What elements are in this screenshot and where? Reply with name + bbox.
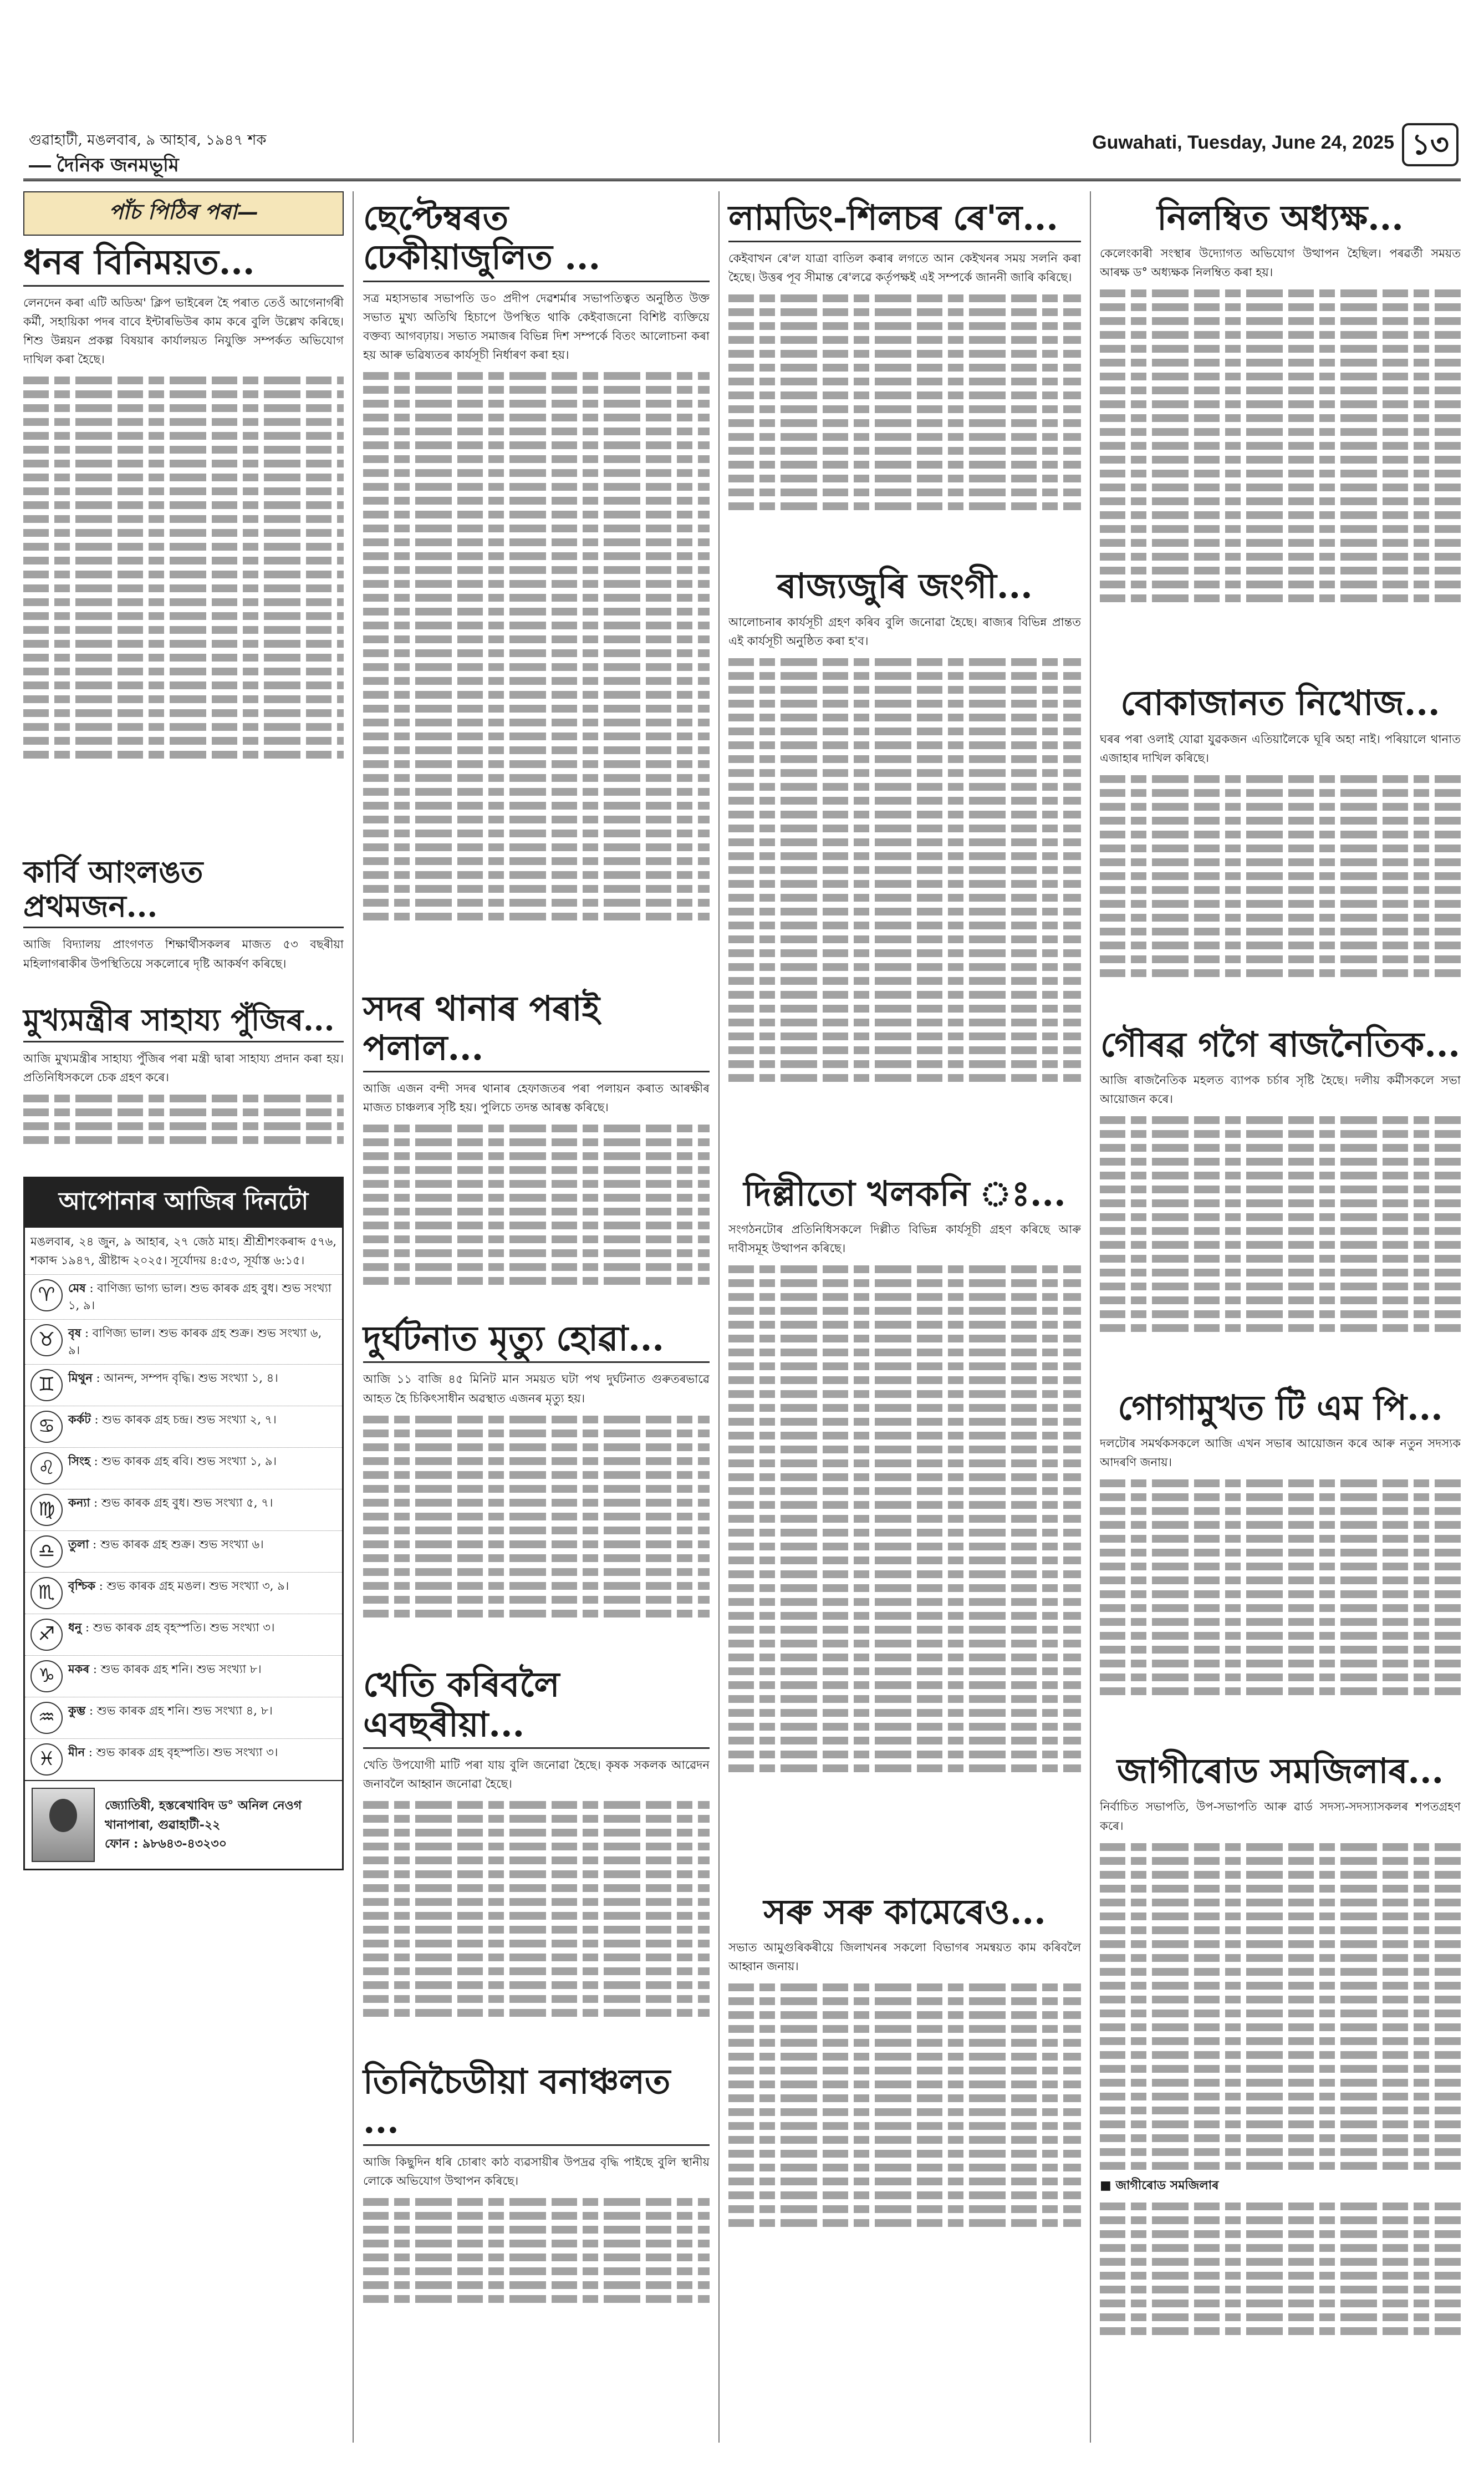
sign-text: শুভ কাৰক গ্ৰহ মঙল। শুভ সংখ্যা ৩, ৯।: [106, 1579, 289, 1593]
sign-name: বৃশ্চিক: [68, 1578, 96, 1593]
article-text: নিৰ্বাচিত সভাপতি, উপ-সভাপতি আৰু ৱাৰ্ড সদস্য-সদস্যাসকলৰ শপতগ্ৰহণ কৰে।: [1100, 1800, 1461, 1833]
horoscope-box: [23, 1177, 344, 1870]
horoscope-sign: ♒ কুম্ভ : শুভ কাৰক গ্ৰহ শনি। শুভ সংখ্যা ৪, ৮।: [25, 1697, 342, 1738]
zodiac-icon: ♋: [30, 1411, 63, 1443]
zodiac-icon: ♐: [30, 1619, 63, 1651]
sign-name: তুলা: [68, 1537, 89, 1551]
column-4: [1100, 191, 1461, 2407]
zodiac-icon: ♓: [30, 1743, 63, 1776]
sign-text: বাণিজ্য ভাল। শুভ কাৰক গ্ৰহ শুক্ৰ। শুভ সংখ্যা ৬, ৯।: [68, 1326, 322, 1357]
zodiac-icon: ♌: [30, 1452, 63, 1484]
article-body: [363, 289, 710, 982]
headline: ৰাজ্যজুৰি জংগী...: [777, 566, 1033, 607]
article-body: [1100, 1797, 1461, 2407]
headline: সদৰ থানাৰ পৰাই পলাল...: [363, 989, 710, 1073]
astrologer-place: খানাপাৰা, গুৱাহাটী-২২: [105, 1817, 221, 1832]
headline: জাগীৰোড সমজিলাৰ...: [1116, 1751, 1444, 1792]
article-text: লেনদেন কৰা এটি অডিঅ' ক্লিপ ভাইৰেল হৈ পৰাত তেওঁ আগেনাৰ্গৰী কৰ্মী, সহায়িকা পদৰ বাবে ইন্টাৰভিউৰ কাম কৰে বুলি উল্লেখ কৰিছে। শিশু উন্নয়ন প্ৰকল্প বিষয়াৰ কাৰ্যালয়ত নিযুক্তি সম্পৰ্কত অভিযোগ দাখিল কৰা হৈছে।: [23, 296, 344, 367]
headline: নিলম্বিত অধ্যক্ষ...: [1157, 197, 1404, 238]
headline: গৌৰৱ গগৈ ৰাজনৈতিক...: [1100, 1024, 1460, 1065]
horoscope-sign: ♊ মিথুন : আনন্দ, সম্পদ বৃদ্ধি। শুভ সংখ্যা ১, ৪।: [25, 1364, 342, 1406]
article-text: কেইবাখন ৰে'ল যাত্ৰা বাতিল কৰাৰ লগতে আন কেইখনৰ সময় সলনি কৰা হৈছে। উত্তৰ পূব সীমান্ত ৰে'লৱে কৰ্তৃপক্ষই এই সম্পৰ্কে জাননী জাৰি কৰিছে।: [728, 252, 1081, 284]
article-body: [1100, 1434, 1461, 1744]
sign-text: শুভ কাৰক গ্ৰহ শনি। শুভ সংখ্যা ৪, ৮।: [96, 1703, 273, 1717]
article-text: সভাত আমুগুৰিকৰীয়ে জিলাখনৰ সকলো বিভাগৰ সমন্বয়ত কাম কৰিবলৈ আহ্বান জনায়।: [728, 1941, 1081, 1973]
headline: কাৰ্বি আংলঙত প্ৰথমজন...: [23, 854, 344, 928]
horoscope-sign: ♌ সিংহ : শুভ কাৰক গ্ৰহ ৰবি। শুভ সংখ্যা ১, ৯।: [25, 1447, 342, 1489]
column-1: [23, 191, 344, 1870]
sign-name: মেষ: [68, 1280, 86, 1295]
article-text: আজি ১১ বাজি ৪৫ মিনিট মান সময়ত ঘটা পথ দুৰ্ঘটনাত গুৰুতৰভাৱে আহত হৈ চিকিৎসাধীন অৱস্থাত এজনৰ মৃত্যু হয়।: [363, 1372, 710, 1405]
column-divider: [353, 191, 354, 2443]
horoscope-sign: ♈ মেষ : বাণিজ্য ভাগ্য ভাল। শুভ কাৰক গ্ৰহ বুধ। শুভ সংখ্যা ১, ৯।: [25, 1274, 342, 1319]
headline: সৰু সৰু কামেৰেও...: [763, 1891, 1046, 1932]
sign-name: কন্যা: [68, 1495, 90, 1509]
article-body: [728, 1938, 1081, 2293]
article-body: [363, 2153, 710, 2336]
article-text: আলোচনাৰ কাৰ্যসূচী গ্ৰহণ কৰিব বুলি জনোৱা হৈছে। ৰাজ্যৰ বিভিন্ন প্ৰান্তত এই কাৰ্যসূচী অনুষ্ঠিত কৰা হ'ব।: [728, 615, 1081, 648]
headline: দিল্লীতো খলকনি ঃ...: [743, 1173, 1066, 1214]
zodiac-icon: ♎: [30, 1535, 63, 1568]
sign-name: বৃষ: [68, 1325, 81, 1340]
zodiac-icon: ♈: [30, 1279, 63, 1311]
sign-name: সিংহ: [68, 1453, 90, 1468]
dateline-english: Guwahati, Tuesday, June 24, 2025: [1092, 132, 1394, 153]
article-body: [23, 1049, 344, 1171]
sign-text: শুভ কাৰক গ্ৰহ বৃহস্পতি। শুভ সংখ্যা ৩।: [93, 1620, 275, 1634]
sign-text: বাণিজ্য ভাগ্য ভাল। শুভ কাৰক গ্ৰহ বুধ। শুভ সংখ্যা ১, ৯।: [68, 1281, 332, 1313]
column-3: [728, 191, 1081, 2293]
column-divider: [718, 191, 720, 2443]
astrologer-card: [25, 1780, 342, 1869]
article-body: [23, 935, 344, 996]
article-body: [728, 613, 1081, 1167]
article-text: আজি এজন বন্দী সদৰ থানাৰ হেফাজতৰ পৰা পলায়ন কৰাত আৰক্ষীৰ মাজত চাঞ্চল্যৰ সৃষ্টি হয়। পুলিচে তদন্ত আৰম্ভ কৰিছে।: [363, 1082, 710, 1115]
sign-text: শুভ কাৰক গ্ৰহ বুধ। শুভ সংখ্যা ৫, ৭।: [101, 1496, 273, 1509]
horoscope-intro: মঙলবাৰ, ২৪ জুন, ৯ আহাৰ, ২৭ জেঠ মাহ। শ্ৰীশ্ৰীশংকৰাব্দ ৫৭৬, শকাব্দ ১৯৪৭, খ্ৰীষ্টাব্দ ২০২৫। সূৰ্যোদয় ৪:৫৩, সূৰ্যাস্ত ৬:১৫।: [30, 1234, 336, 1267]
masthead: [23, 129, 1461, 181]
astrologer-name: জ্যোতিষী, হস্তৰেখাবিদ ড° অনিল নেওগ: [105, 1798, 302, 1813]
article-text: কেলেংকাৰী সংস্থাৰ উদ্যোগত অভিযোগ উত্থাপন হৈছিল। পৰৱৰ্তী সময়ত আৰক্ষ ড° অধ্যক্ষক নিলম্বিত কৰা হয়।: [1100, 247, 1461, 279]
article-body: [23, 293, 344, 848]
sign-text: শুভ কাৰক গ্ৰহ ৰবি। শুভ সংখ্যা ১, ৯।: [101, 1454, 277, 1468]
headline: লামডিং-শিলচৰ ৰে'ল...: [728, 198, 1081, 242]
article-body: [1100, 244, 1461, 676]
horoscope-sign: ♏ বৃশ্চিক : শুভ কাৰক গ্ৰহ মঙল। শুভ সংখ্যা ৩, ৯।: [25, 1572, 342, 1614]
article-text: আজি মুখ্যমন্ত্ৰীৰ সাহায্য পুঁজিৰ পৰা মন্ত্ৰী দ্বাৰা সাহায্য প্ৰদান কৰা হয়। প্ৰতিনিধিসকলে চেক গ্ৰহণ কৰে।: [23, 1051, 344, 1084]
sign-text: শুভ কাৰক গ্ৰহ শুক্ৰ। শুভ সংখ্যা ৬।: [100, 1537, 264, 1551]
article-body: [728, 1220, 1081, 1885]
zodiac-icon: ♑: [30, 1660, 63, 1692]
article-body: [1100, 730, 1461, 1018]
article-text: আজি ৰাজনৈতিক মহলত ব্যাপক চৰ্চাৰ সৃষ্টি হৈছে। দলীয় কৰ্মীসকলে সভা আয়োজন কৰে।: [1100, 1073, 1461, 1106]
sign-text: শুভ কাৰক গ্ৰহ শনি। শুভ সংখ্যা ৮।: [100, 1662, 262, 1676]
headline: ছেপ্টেম্বৰত ঢেকীয়াজুলিত ...: [363, 198, 710, 282]
article-text: আজি কিছুদিন ধৰি চোৰাং কাঠ ব্যৱসায়ীৰ উপদ্ৰৱ বৃদ্ধি পাইছে বুলি স্থানীয় লোকে অভিযোগ উত্থাপন কৰিছে।: [363, 2155, 710, 2188]
article-text: সংগঠনটোৰ প্ৰতিনিধিসকলে দিল্লীত বিভিন্ন কাৰ্যসূচী গ্ৰহণ কৰিছে আৰু দাবীসমূহ উত্থাপন কৰিছে।: [728, 1222, 1081, 1255]
horoscope-title: আপোনাৰ আজিৰ দিনটো: [25, 1178, 342, 1228]
article-text: ঘৰৰ পৰা ওলাই যোৱা যুৱকজন এতিয়ালৈকে ঘূৰি অহা নাই। পৰিয়ালে থানাত এজাহাৰ দাখিল কৰিছে।: [1100, 732, 1461, 765]
horoscope-sign: ♋ কৰ্কট : শুভ কাৰক গ্ৰহ চন্দ্ৰ। শুভ সংখ্যা ২, ৭।: [25, 1406, 342, 1447]
article-body: [363, 1756, 710, 2055]
horoscope-sign: ♐ ধনু : শুভ কাৰক গ্ৰহ বৃহস্পতি। শুভ সংখ্যা ৩।: [25, 1614, 342, 1655]
sign-name: কুম্ভ: [68, 1703, 86, 1717]
zodiac-icon: ♏: [30, 1577, 63, 1609]
sign-text: শুভ কাৰক গ্ৰহ চন্দ্ৰ। শুভ সংখ্যা ২, ৭।: [102, 1412, 277, 1426]
sub-heading: ■ জাগীৰোড সমজিলাৰ: [1100, 2178, 1219, 2193]
sign-name: কৰ্কট: [68, 1412, 91, 1426]
zodiac-icon: ♉: [30, 1324, 63, 1356]
horoscope-sign: ♓ মীন : শুভ কাৰক গ্ৰহ বৃহস্পতি। শুভ সংখ্যা ৩।: [25, 1738, 342, 1780]
headline: খেতি কৰিবলৈ এবছৰীয়া...: [363, 1665, 710, 1749]
horoscope-signs: [25, 1274, 342, 1780]
sign-name: মীন: [68, 1744, 85, 1759]
dateline-assamese: গুৱাহাটী, মঙলবাৰ, ৯ আহাৰ, ১৯৪৭ শক: [29, 132, 267, 149]
sign-text: আনন্দ, সম্পদ বৃদ্ধি। শুভ সংখ্যা ১, ৪।: [104, 1371, 278, 1385]
article-text: সত্ৰ মহাসভাৰ সভাপতি ড০ প্ৰদীপ দেৱশৰ্মাৰ সভাপতিত্বত অনুষ্ঠিত উক্ত সভাত মুখ্য অতিথি হিচাপে উপস্থিত থাকি কেইবাজনো বিশিষ্ট ব্যক্তিয়ে বক্তব্য আগবঢ়ায়। সভাত সমাজৰ বিভিন্ন দিশ সম্পৰ্কে বিতং আলোচনা কৰা হয় আৰু ভৱিষ্যতৰ কাৰ্যসূচী নিৰ্ধাৰণ কৰা হয়।: [363, 291, 710, 362]
horoscope-sign: ♍ কন্যা : শুভ কাৰক গ্ৰহ বুধ। শুভ সংখ্যা ৫, ৭।: [25, 1489, 342, 1530]
horoscope-sign: ♎ তুলা : শুভ কাৰক গ্ৰহ শুক্ৰ। শুভ সংখ্যা ৬।: [25, 1530, 342, 1572]
sign-name: ধনু: [68, 1620, 82, 1634]
paper-name: দৈনিক জনমভূমি: [29, 151, 179, 182]
sign-name: মিথুন: [68, 1370, 93, 1385]
column-divider: [1090, 191, 1091, 2443]
article-text: খেতি উপযোগী মাটি পৰা যায় বুলি জনোৱা হৈছে। কৃষক সকলক আৱেদন জনাবলৈ আহ্বান জনোৱা হৈছে।: [363, 1758, 710, 1791]
zodiac-icon: ♊: [30, 1369, 63, 1401]
sign-name: মকৰ: [68, 1661, 90, 1676]
article-body: [363, 1079, 710, 1312]
zodiac-icon: ♒: [30, 1702, 63, 1734]
article-body: [363, 1370, 710, 1658]
horoscope-sign: ♑ মকৰ : শুভ কাৰক গ্ৰহ শনি। শুভ সংখ্যা ৮।: [25, 1655, 342, 1697]
headline: দুৰ্ঘটনাত মৃত্যু হোৱা...: [363, 1319, 710, 1363]
astrologer-photo: [32, 1788, 95, 1862]
article-text: দলটোৰ সমৰ্থকসকলে আজি এখন সভাৰ আয়োজন কৰে আৰু নতুন সদস্যক আদৰণি জনায়।: [1100, 1437, 1461, 1469]
sign-text: শুভ কাৰক গ্ৰহ বৃহস্পতি। শুভ সংখ্যা ৩।: [96, 1745, 278, 1759]
headline: মুখ্যমন্ত্ৰীৰ সাহায্য পুঁজিৰ...: [23, 1003, 344, 1042]
article-body: [1100, 1071, 1461, 1381]
continued-banner: পাঁচ পিঠিৰ পৰা—: [23, 191, 344, 236]
headline: বোকাজানত নিখোজ...: [1120, 683, 1440, 724]
horoscope-sign: ♉ বৃষ : বাণিজ্য ভাল। শুভ কাৰক গ্ৰহ শুক্ৰ। শুভ সংখ্যা ৬, ৯।: [25, 1319, 342, 1364]
headline: তিনিচৈডীয়া বনাঞ্চলত ...: [363, 2062, 710, 2146]
page-number: ১৩: [1402, 123, 1458, 166]
column-2: [363, 191, 710, 2336]
article-body: [728, 249, 1081, 559]
astrologer-phone: ফোন : ৯৮৬৪৩-৪৩২৩০: [105, 1836, 227, 1851]
zodiac-icon: ♍: [30, 1494, 63, 1526]
headline: গোগামুখত টি এম পি...: [1118, 1387, 1443, 1428]
article-text: আজি বিদ্যালয় প্ৰাংগণত শিক্ষাৰ্থীসকলৰ মাজত ৫৩ বছৰীয়া মহিলাগৰাকীৰ উপস্থিতিয়ে সকলোৰে দৃষ্টি আকৰ্ষণ কৰিছে।: [23, 938, 344, 970]
headline: ধনৰ বিনিময়ত...: [23, 242, 344, 287]
